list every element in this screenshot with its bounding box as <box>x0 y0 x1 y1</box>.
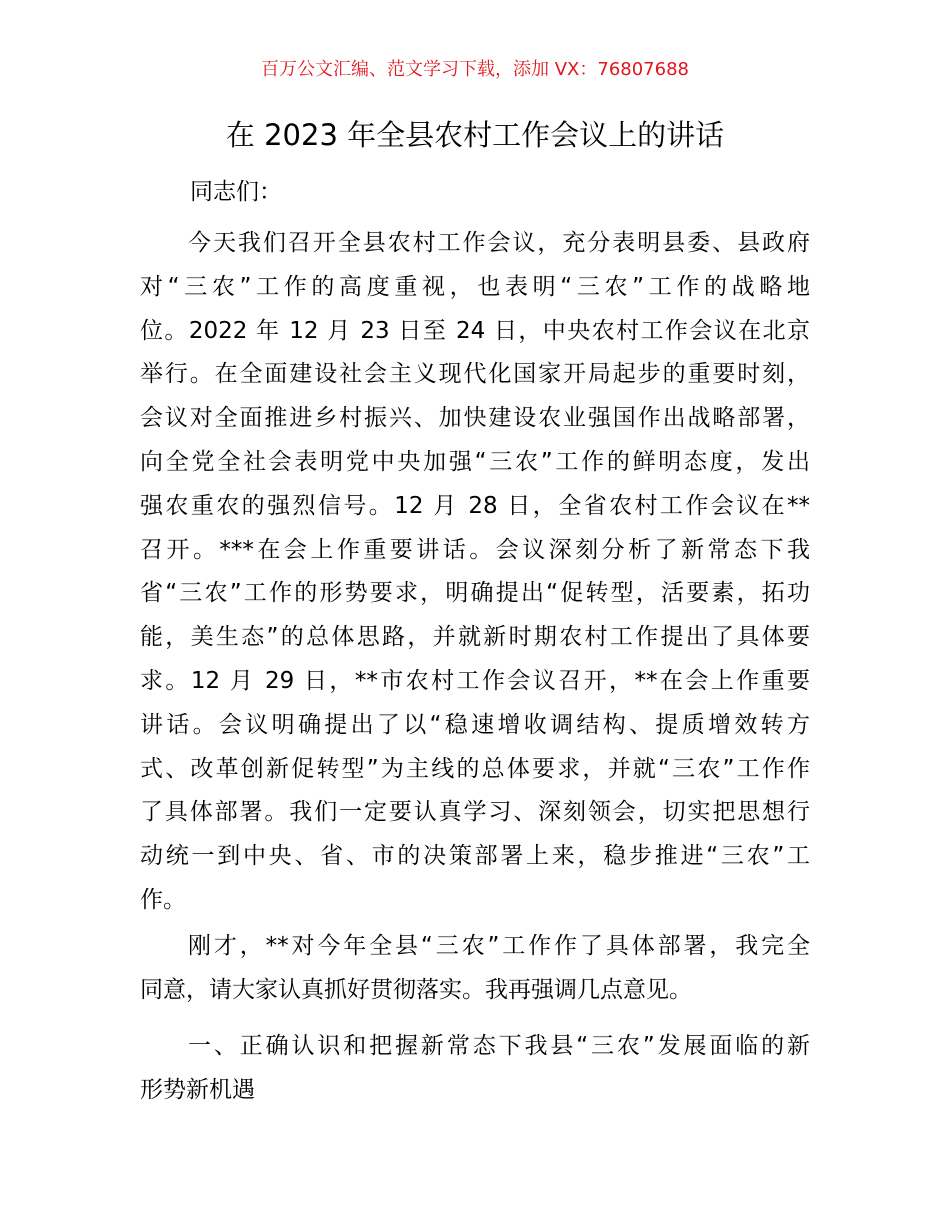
paragraph-agreement <box>140 925 810 1013</box>
section-heading-1 <box>140 1025 810 1113</box>
paragraph-line: 作。 <box>140 886 186 913</box>
paragraph-line: 式、改革创新促转型”为主线的总体要求，并就“三农”工作作 <box>140 755 810 782</box>
paragraph-line: 省“三农”工作的形势要求，明确提出“促转型，活要素，拓功 <box>140 580 810 607</box>
paragraph-line: 动统一到中央、省、市的决策部署上来，稳步推进“三农”工 <box>140 843 810 870</box>
paragraph-line: 向全党全社会表明党中央加强“三农”工作的鲜明态度，发出 <box>140 448 810 475</box>
paragraph-intro <box>140 222 810 923</box>
paragraph-line: 求。12 月 29 日，**市农村工作会议召开，**在会上作重要 <box>140 667 810 694</box>
paragraph-line: 强农重农的强烈信号。12 月 28 日，全省农村工作会议在** <box>140 492 810 519</box>
paragraph-line: 形势新机遇 <box>140 1076 255 1103</box>
paragraph-line: 同意，请大家认真抓好贯彻落实。我再强调几点意见。 <box>140 976 692 1003</box>
paragraph-line: 讲话。会议明确提出了以“稳速增收调结构、提质增效转方 <box>140 711 810 738</box>
paragraph-line: 今天我们召开全县农村工作会议，充分表明县委、县政府 <box>188 230 810 256</box>
paragraph-line: 刚才，**对今年全县“三农”工作作了具体部署，我完全 <box>188 933 810 959</box>
paragraph-line: 举行。在全面建设社会主义现代化国家开局起步的重要时刻， <box>140 361 810 388</box>
paragraph-line: 能，美生态”的总体思路，并就新时期农村工作提出了具体要 <box>140 624 810 651</box>
paragraph-line: 对“三农”工作的高度重视，也表明“三农”工作的战略地 <box>140 273 810 300</box>
paragraph-line: 会议对全面推进乡村振兴、加快建设农业强国作出战略部署， <box>140 405 810 432</box>
paragraph-line: 了具体部署。我们一定要认真学习、深刻领会，切实把思想行 <box>140 799 810 826</box>
paragraph-line: 召开。***在会上作重要讲话。会议深刻分析了新常态下我 <box>140 536 810 563</box>
watermark-banner: 百万公文汇编、范文学习下载，添加 VX：76807688 <box>261 59 689 80</box>
paragraph-line: 位。2022 年 12 月 23 日至 24 日，中央农村工作会议在北京 <box>140 317 810 344</box>
salutation: 同志们： <box>190 179 282 205</box>
page-title: 在 2023 年全县农村工作会议上的讲话 <box>225 118 725 152</box>
paragraph-line: 一、正确认识和把握新常态下我县“三农”发展面临的新 <box>188 1033 810 1059</box>
